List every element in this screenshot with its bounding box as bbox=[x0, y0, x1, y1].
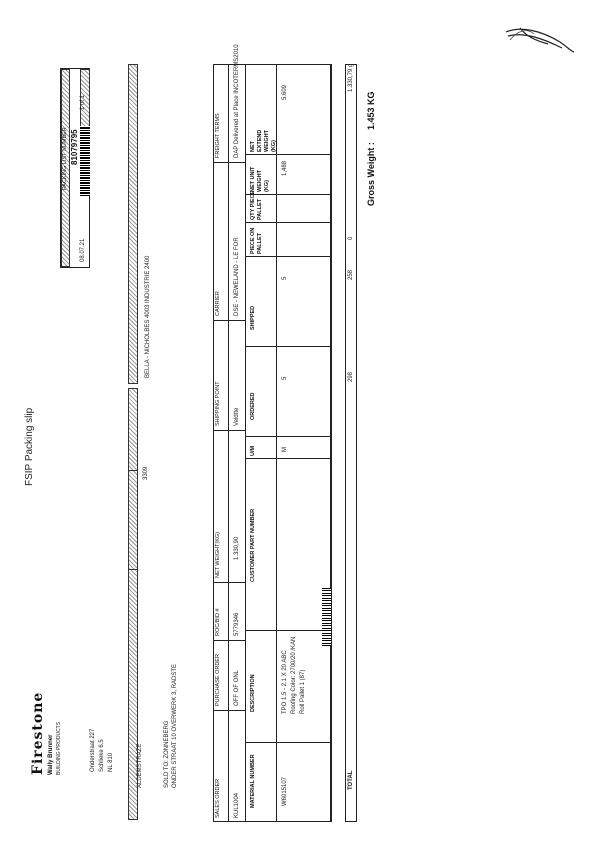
column-header-shipped: SHIPPED bbox=[250, 305, 256, 330]
signature-scribble bbox=[500, 22, 580, 58]
barcode-top bbox=[80, 126, 90, 196]
totals-ordered: 298 bbox=[348, 371, 354, 382]
item-ordered: 5 bbox=[282, 376, 288, 380]
column-header-ordered: ORDERED bbox=[250, 392, 256, 420]
shipping-point-label: SHIPPING POINT bbox=[215, 381, 221, 426]
net-weight-label: NET WEIGHT(KG) bbox=[215, 531, 221, 578]
items-table bbox=[213, 64, 331, 822]
sold-to-line: SOLD TO: ZONNEBERG bbox=[164, 720, 170, 788]
delivery-label: ROC/BID # bbox=[215, 608, 221, 636]
column-header-material: MATERIAL NUMBER bbox=[250, 754, 256, 808]
item-net-unit-weight: 1,488 bbox=[282, 160, 288, 176]
item-material-number: W6015107 bbox=[282, 776, 288, 806]
freight-terms-label: FREIGHT TERMS bbox=[215, 113, 221, 158]
column-header-um: U/M bbox=[250, 445, 256, 456]
gross-weight-value: 1.453 KG bbox=[366, 91, 376, 130]
totals-weight: 1.330,79 g bbox=[348, 63, 354, 92]
sales-order-value: KUL1004 bbox=[234, 792, 240, 818]
column-header-net-extend-weight: NET EXTEND WEIGHT (KG) bbox=[250, 129, 277, 152]
item-net-extend-weight: 5.609 bbox=[282, 84, 288, 100]
company-address-line: NL 810 bbox=[108, 752, 114, 772]
column-header-customer-part: CUSTOMER PART NUMBER bbox=[250, 508, 256, 582]
notify-header-bar bbox=[128, 64, 138, 384]
company-subline-2: BUILDING PRODUCTS bbox=[56, 721, 62, 775]
column-header-qty-pallet: QTY PIECE PALLET bbox=[250, 190, 263, 220]
item-shipped: 5 bbox=[282, 276, 288, 280]
column-header-piece-on-pallet: PIECE ON PALLET bbox=[250, 227, 263, 254]
carrier-value: DSE - NEWELAND - LE FOR bbox=[234, 237, 240, 316]
item-description-line: Roll Pallet 1 (87) bbox=[300, 669, 306, 714]
purchase-order-label: PURCHASE ORDER bbox=[215, 654, 221, 706]
packing-list-date: 08.07.21 bbox=[80, 238, 86, 262]
packing-list-number-label: PACKING LIST NUMBER bbox=[62, 127, 68, 190]
page-title: FSIP Packing slip bbox=[24, 407, 35, 486]
packing-list-number: 81079795 bbox=[70, 129, 79, 165]
purchase-order-value: OFF OF ONL bbox=[234, 670, 240, 706]
company-logo: Firestone bbox=[30, 691, 46, 775]
freight-terms-value: DAP Delivered at Place INCOTERMS2010 bbox=[234, 44, 240, 158]
net-weight-value: 1.330,90 bbox=[234, 536, 240, 560]
item-description-line: Roofing Color: 2700/20 /KAN bbox=[291, 636, 297, 714]
notify-line: BELLA - NICHOLBES 4003 INDUSTRIE 2400 bbox=[145, 255, 151, 378]
item-description-line: TPO 1.5 - 2.1 X 20 ABC bbox=[282, 650, 288, 714]
sold-to-line: ONDER STRAAT 10 OVERWERK 3, RADSTE bbox=[172, 663, 178, 788]
carrier-label: CARRIER bbox=[215, 291, 221, 316]
gross-weight-label: Gross Weight : bbox=[366, 142, 376, 206]
totals-pieces: 0 bbox=[348, 236, 354, 240]
reference-header-bar bbox=[128, 470, 138, 570]
company-address-line: Schlieke 6.5 bbox=[99, 739, 105, 772]
column-header-net-unit-weight: NET UNIT WEIGHT (KG) bbox=[250, 166, 270, 192]
customer-reference-value: 3309 bbox=[143, 466, 149, 480]
totals-shipped: 258 bbox=[348, 269, 354, 280]
sales-order-label: SALES ORDER bbox=[215, 778, 221, 818]
shipping-point-value: Veldtte bbox=[234, 407, 240, 426]
ship-to-line: ALDEMSTRAZE bbox=[137, 743, 143, 788]
totals-label: TOTAL bbox=[348, 770, 354, 790]
delivery-value: 5779346 bbox=[234, 612, 240, 636]
column-header-description: DESCRIPTION bbox=[250, 674, 256, 712]
company-subline-1: Wally Brunner bbox=[48, 734, 54, 775]
page-number: 1 of 1 bbox=[80, 94, 86, 110]
item-um: M bbox=[282, 447, 288, 452]
company-address-line: Onderstraat 227 bbox=[90, 728, 96, 772]
totals-row bbox=[345, 64, 357, 822]
